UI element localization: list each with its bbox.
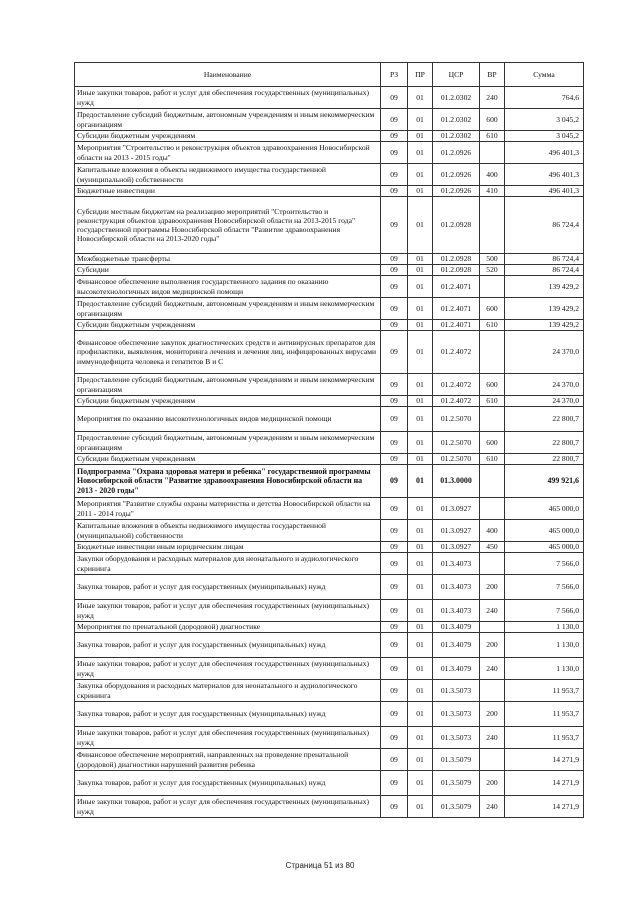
cell-sum: 11 953,7	[505, 702, 584, 727]
cell-vr: 500	[480, 254, 505, 265]
cell-sum: 7 566,0	[505, 575, 584, 600]
cell-rz: 09	[381, 498, 408, 520]
cell-vr	[480, 622, 505, 633]
table-row	[75, 622, 584, 633]
cell-name: Финансовое обеспечение мероприятий, направленных на проведение пренатальной (дородовой) диагностики нарушений развития ребенка	[75, 749, 381, 771]
cell-name: Бюджетные инвестиции иным юридическим лицам	[75, 542, 381, 553]
cell-name: Предоставление субсидий бюджетным, автономным учреждениям и иным некоммерческим организациям	[75, 109, 381, 131]
cell-sum: 139 429,2	[505, 320, 584, 331]
cell-sum: 86 724,4	[505, 254, 584, 265]
cell-vr	[480, 276, 505, 298]
cell-vr: 240	[480, 87, 505, 109]
cell-vr: 610	[480, 396, 505, 407]
table-row	[75, 87, 584, 109]
cell-rz: 09	[381, 600, 408, 622]
table-row	[75, 320, 584, 331]
cell-sum: 86 724,4	[505, 197, 584, 254]
cell-vr: 600	[480, 374, 505, 396]
cell-sum: 11 953,7	[505, 680, 584, 702]
table-row	[75, 254, 584, 265]
cell-vr: 410	[480, 186, 505, 197]
table-row	[75, 298, 584, 320]
cell-pr: 01	[408, 498, 433, 520]
cell-sum: 24 370,0	[505, 374, 584, 396]
cell-csr: 01.3.5079	[433, 771, 480, 796]
cell-csr: 01.2.0926	[433, 164, 480, 186]
cell-pr: 01	[408, 600, 433, 622]
cell-sum: 139 429,2	[505, 276, 584, 298]
cell-sum: 465 000,0	[505, 520, 584, 542]
cell-csr: 01.3.4079	[433, 633, 480, 658]
table-row	[75, 749, 584, 771]
cell-vr	[480, 331, 505, 374]
cell-rz: 09	[381, 109, 408, 131]
cell-vr: 200	[480, 702, 505, 727]
cell-rz: 09	[381, 254, 408, 265]
cell-sum: 22 800,7	[505, 454, 584, 465]
table-row	[75, 454, 584, 465]
cell-csr: 01.2.4072	[433, 374, 480, 396]
cell-name: Субсидии бюджетным учреждениям	[75, 320, 381, 331]
cell-vr: 600	[480, 109, 505, 131]
cell-name: Межбюджетные трансферты	[75, 254, 381, 265]
cell-sum: 7 566,0	[505, 553, 584, 575]
cell-sum: 11 953,7	[505, 727, 584, 749]
cell-vr: 600	[480, 298, 505, 320]
cell-csr: 01.2.0302	[433, 109, 480, 131]
cell-csr: 01.3.4079	[433, 658, 480, 680]
cell-name: Бюджетные инвестиции	[75, 186, 381, 197]
cell-pr: 01	[408, 796, 433, 818]
cell-pr: 01	[408, 186, 433, 197]
cell-sum: 22 800,7	[505, 407, 584, 432]
cell-pr: 01	[408, 109, 433, 131]
cell-rz: 09	[381, 164, 408, 186]
cell-vr	[480, 407, 505, 432]
table-row	[75, 702, 584, 727]
cell-csr: 01.2.0928	[433, 197, 480, 254]
cell-vr: 400	[480, 164, 505, 186]
cell-rz: 09	[381, 197, 408, 254]
cell-vr	[480, 197, 505, 254]
cell-name: Предоставление субсидий бюджетным, автономным учреждениям и иным некоммерческим организациям	[75, 298, 381, 320]
cell-name: Мероприятия "Строительство и реконструкция объектов здравоохранения Новосибирской области на 2013 - 2015 годы"	[75, 142, 381, 164]
cell-vr: 610	[480, 131, 505, 142]
header-name: Наименование	[75, 63, 381, 87]
cell-name: Иные закупки товаров, работ и услуг для обеспечения государственных (муниципальных) нужд	[75, 796, 381, 818]
table-row	[75, 498, 584, 520]
cell-vr: 200	[480, 633, 505, 658]
cell-csr: 01.2.4072	[433, 396, 480, 407]
header-rz: РЗ	[381, 63, 408, 87]
header-vr: ВР	[480, 63, 505, 87]
cell-pr: 01	[408, 553, 433, 575]
cell-sum: 764,6	[505, 87, 584, 109]
cell-sum: 14 271,9	[505, 771, 584, 796]
cell-rz: 09	[381, 633, 408, 658]
cell-name: Иные закупки товаров, работ и услуг для обеспечения государственных (муниципальных) нужд	[75, 87, 381, 109]
cell-sum: 24 370,0	[505, 331, 584, 374]
cell-rz: 09	[381, 396, 408, 407]
cell-rz: 09	[381, 265, 408, 276]
cell-rz: 09	[381, 374, 408, 396]
cell-rz: 09	[381, 432, 408, 454]
cell-sum: 499 921,6	[505, 465, 584, 498]
cell-pr: 01	[408, 749, 433, 771]
table-row	[75, 520, 584, 542]
cell-csr: 01.2.0302	[433, 131, 480, 142]
cell-sum: 7 566,0	[505, 600, 584, 622]
table-row	[75, 600, 584, 622]
header-csr: ЦСР	[433, 63, 480, 87]
cell-csr: 01.3.5073	[433, 727, 480, 749]
table-row	[75, 197, 584, 254]
cell-pr: 01	[408, 374, 433, 396]
cell-name: Субсидии	[75, 265, 381, 276]
cell-sum: 3 045,2	[505, 109, 584, 131]
table-row	[75, 680, 584, 702]
table-row	[75, 276, 584, 298]
cell-pr: 01	[408, 454, 433, 465]
cell-csr: 01.3.0927	[433, 498, 480, 520]
table-row	[75, 396, 584, 407]
table-row	[75, 186, 584, 197]
cell-csr: 01.2.5070	[433, 454, 480, 465]
table-row	[75, 407, 584, 432]
cell-name: Закупка товаров, работ и услуг для государственных (муниципальных) нужд	[75, 633, 381, 658]
cell-csr: 01.2.4071	[433, 276, 480, 298]
cell-name: Иные закупки товаров, работ и услуг для обеспечения государственных (муниципальных) нужд	[75, 600, 381, 622]
cell-pr: 01	[408, 702, 433, 727]
cell-rz: 09	[381, 542, 408, 553]
cell-name: Подпрограмма "Охрана здоровья матери и ребенка" государственной программы Новосибирской области "Развитие здравоохранения Новосибирской области на 2013 - 2020 годы"	[75, 465, 381, 498]
cell-name: Субсидии бюджетным учреждениям	[75, 131, 381, 142]
cell-sum: 1 130,0	[505, 622, 584, 633]
cell-rz: 09	[381, 749, 408, 771]
table-row	[75, 265, 584, 276]
cell-rz: 09	[381, 331, 408, 374]
cell-csr: 01.3.5079	[433, 796, 480, 818]
cell-sum: 86 724,4	[505, 265, 584, 276]
cell-vr: 240	[480, 796, 505, 818]
cell-sum: 14 271,9	[505, 796, 584, 818]
cell-name: Иные закупки товаров, работ и услуг для обеспечения государственных (муниципальных) нужд	[75, 727, 381, 749]
cell-rz: 09	[381, 575, 408, 600]
cell-vr: 240	[480, 600, 505, 622]
cell-vr	[480, 498, 505, 520]
cell-csr: 01.3.0927	[433, 542, 480, 553]
cell-pr: 01	[408, 575, 433, 600]
cell-csr: 01.3.5079	[433, 749, 480, 771]
cell-pr: 01	[408, 432, 433, 454]
cell-name: Капитальные вложения в объекты недвижимого имущества государственной (муниципальной) собственности	[75, 520, 381, 542]
cell-rz: 09	[381, 796, 408, 818]
cell-pr: 01	[408, 407, 433, 432]
cell-vr	[480, 749, 505, 771]
cell-name: Закупка оборудования и расходных материалов для неонатального и аудиологического скрининга	[75, 680, 381, 702]
cell-csr: 01.2.4071	[433, 298, 480, 320]
cell-sum: 496 401,3	[505, 142, 584, 164]
cell-csr: 01.3.5073	[433, 702, 480, 727]
page-number: Страница 51 из 80	[285, 861, 355, 870]
budget-table	[74, 62, 584, 818]
cell-sum: 496 401,3	[505, 186, 584, 197]
cell-csr: 01.2.5070	[433, 432, 480, 454]
table-row	[75, 465, 584, 498]
cell-name: Мероприятия "Развитие службы охраны материнства и детства Новосибирской области на 2011 - 2014 годы"	[75, 498, 381, 520]
cell-rz: 09	[381, 298, 408, 320]
cell-name: Предоставление субсидий бюджетным, автономным учреждениям и иным некоммерческим организациям	[75, 432, 381, 454]
cell-rz: 09	[381, 142, 408, 164]
cell-sum: 24 370,0	[505, 396, 584, 407]
cell-name: Капитальные вложения в объекты недвижимого имущества государственной (муниципальной) собственности	[75, 164, 381, 186]
cell-pr: 01	[408, 87, 433, 109]
cell-vr: 600	[480, 432, 505, 454]
cell-csr: 01.3.4073	[433, 575, 480, 600]
header-pr: ПР	[408, 63, 433, 87]
table-row	[75, 109, 584, 131]
cell-pr: 01	[408, 265, 433, 276]
cell-pr: 01	[408, 331, 433, 374]
cell-sum: 465 000,0	[505, 498, 584, 520]
cell-rz: 09	[381, 658, 408, 680]
cell-sum: 1 130,0	[505, 633, 584, 658]
cell-sum: 465 000,0	[505, 542, 584, 553]
cell-name: Иные закупки товаров, работ и услуг для обеспечения государственных (муниципальных) нужд	[75, 658, 381, 680]
cell-pr: 01	[408, 727, 433, 749]
cell-rz: 09	[381, 727, 408, 749]
cell-csr: 01.2.4072	[433, 331, 480, 374]
cell-name: Мероприятия по оказанию высокотехнологичных видов медицинской помощи	[75, 407, 381, 432]
cell-pr: 01	[408, 680, 433, 702]
cell-csr: 01.2.0928	[433, 254, 480, 265]
table-row	[75, 432, 584, 454]
cell-pr: 01	[408, 298, 433, 320]
cell-vr: 610	[480, 454, 505, 465]
cell-sum: 14 271,9	[505, 749, 584, 771]
cell-rz: 09	[381, 407, 408, 432]
table-row	[75, 658, 584, 680]
cell-rz: 09	[381, 186, 408, 197]
table-row	[75, 553, 584, 575]
cell-name: Закупка товаров, работ и услуг для государственных (муниципальных) нужд	[75, 702, 381, 727]
cell-pr: 01	[408, 622, 433, 633]
cell-sum: 3 045,2	[505, 131, 584, 142]
cell-rz: 09	[381, 87, 408, 109]
cell-name: Предоставление субсидий бюджетным, автономным учреждениям и иным некоммерческим организациям	[75, 374, 381, 396]
cell-vr: 450	[480, 542, 505, 553]
cell-sum: 22 800,7	[505, 432, 584, 454]
table-row	[75, 542, 584, 553]
cell-rz: 09	[381, 622, 408, 633]
cell-pr: 01	[408, 164, 433, 186]
table-row	[75, 131, 584, 142]
cell-csr: 01.3.5073	[433, 680, 480, 702]
cell-name: Закупка товаров, работ и услуг для государственных (муниципальных) нужд	[75, 771, 381, 796]
table-row	[75, 374, 584, 396]
table-row	[75, 164, 584, 186]
cell-vr: 200	[480, 575, 505, 600]
table-header-row	[75, 63, 584, 87]
cell-pr: 01	[408, 131, 433, 142]
cell-name: Финансовое обеспечение выполнения государственного задания по оказанию высокотехнологичных видов медицинской помощи	[75, 276, 381, 298]
cell-vr: 610	[480, 320, 505, 331]
cell-name: Субсидии местным бюджетам на реализацию мероприятий "Строительство и реконструкция объектов здравоохранения Новосибирской области на 2013-2015 года" государственной программы Новосибирской области "Развитие здравоохранения Новосибирской области на 2013-2020 годы"	[75, 197, 381, 254]
cell-rz: 09	[381, 276, 408, 298]
cell-pr: 01	[408, 771, 433, 796]
cell-csr: 01.3.4079	[433, 622, 480, 633]
cell-pr: 01	[408, 520, 433, 542]
cell-pr: 01	[408, 396, 433, 407]
table-row	[75, 796, 584, 818]
cell-pr: 01	[408, 254, 433, 265]
cell-csr: 01.3.0000	[433, 465, 480, 498]
cell-name: Финансовое обеспечение закупок диагностических средств и антивирусных препаратов для профилактики, выявления, мониторинга лечения и лечения лиц, инфицированных вирусами иммунодефицита человека и гепатитов В и С	[75, 331, 381, 374]
table-row	[75, 633, 584, 658]
header-sum: Сумма	[505, 63, 584, 87]
cell-pr: 01	[408, 633, 433, 658]
cell-pr: 01	[408, 276, 433, 298]
cell-pr: 01	[408, 658, 433, 680]
cell-vr: 520	[480, 265, 505, 276]
cell-csr: 01.2.5070	[433, 407, 480, 432]
cell-vr	[480, 465, 505, 498]
cell-name: Субсидии бюджетным учреждениям	[75, 396, 381, 407]
cell-vr: 400	[480, 520, 505, 542]
cell-name: Закупка товаров, работ и услуг для государственных (муниципальных) нужд	[75, 575, 381, 600]
cell-sum: 496 401,3	[505, 164, 584, 186]
cell-pr: 01	[408, 465, 433, 498]
cell-rz: 09	[381, 454, 408, 465]
cell-sum: 139 429,2	[505, 298, 584, 320]
cell-name: Закупки оборудования и расходных материалов для неонатального и аудиологического скрининга	[75, 553, 381, 575]
cell-rz: 09	[381, 702, 408, 727]
cell-vr	[480, 142, 505, 164]
table-row	[75, 142, 584, 164]
cell-rz: 09	[381, 320, 408, 331]
cell-pr: 01	[408, 320, 433, 331]
cell-rz: 09	[381, 520, 408, 542]
cell-sum: 1 130,0	[505, 658, 584, 680]
cell-vr	[480, 680, 505, 702]
cell-csr: 01.2.0926	[433, 142, 480, 164]
cell-name: Субсидии бюджетным учреждениям	[75, 454, 381, 465]
cell-rz: 09	[381, 553, 408, 575]
cell-vr	[480, 553, 505, 575]
cell-rz: 09	[381, 771, 408, 796]
cell-csr: 01.2.4071	[433, 320, 480, 331]
cell-csr: 01.2.0926	[433, 186, 480, 197]
table-row	[75, 727, 584, 749]
cell-rz: 09	[381, 465, 408, 498]
cell-pr: 01	[408, 142, 433, 164]
cell-rz: 09	[381, 680, 408, 702]
cell-vr: 240	[480, 727, 505, 749]
table-row	[75, 331, 584, 374]
cell-csr: 01.3.4073	[433, 553, 480, 575]
cell-rz: 09	[381, 131, 408, 142]
cell-csr: 01.2.0302	[433, 87, 480, 109]
cell-name: Мероприятия по пренатальной (дородовой) диагностике	[75, 622, 381, 633]
cell-pr: 01	[408, 542, 433, 553]
table-row	[75, 771, 584, 796]
table-row	[75, 575, 584, 600]
cell-csr: 01.2.0928	[433, 265, 480, 276]
cell-csr: 01.3.4073	[433, 600, 480, 622]
cell-pr: 01	[408, 197, 433, 254]
cell-csr: 01.3.0927	[433, 520, 480, 542]
cell-vr: 200	[480, 771, 505, 796]
cell-vr: 240	[480, 658, 505, 680]
